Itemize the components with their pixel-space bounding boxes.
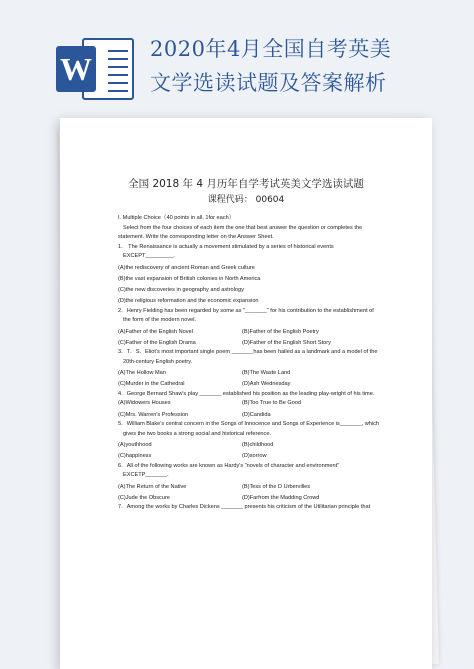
question-7-stem: 7．Among the works by Charles Dickens _______ presents his criticism of the Utilitarian principle that: [118, 504, 371, 511]
question-2-options-row: [118, 339, 380, 349]
question-3-options-row: [118, 369, 380, 379]
question-1-stem: 1． The Renaissance is actually a movement stimulated by a series of historical events: [118, 243, 334, 250]
question-6-option-b: (B)Tess of the D Urbervilles: [242, 483, 311, 490]
question-4-option-a: (A)Widowers Houses: [118, 400, 171, 407]
instructions-line: Select from the four choices of each item the one that best answer the question or completes the: [123, 224, 363, 231]
question-6-stem: EXCETP_______.: [123, 472, 169, 479]
question-5-option-a: (A)youthhood: [118, 442, 152, 448]
question-2-options-row: [118, 328, 380, 338]
question-2-option-a: (A)Father of the English Novel: [118, 328, 193, 335]
question-6-option-a: (A)The Return of the Native: [118, 483, 187, 490]
banner-title: [150, 32, 460, 100]
doc-title: 全国 2018 年 4 月历年自学考试英美文学选读试题: [128, 178, 364, 190]
section-heading: I. Multiple Choice（40 points in all, 1for each）: [118, 215, 235, 221]
question-2-option-b: (B)Father of the English Poetry: [242, 328, 319, 335]
question-2-stem: the form of the modern novel.: [123, 317, 197, 324]
question-5-options-row: [118, 452, 380, 462]
question-4-option-b: (B)Too True to Be Good: [242, 400, 302, 407]
question-2-stem: 2．Henry Fielding has been regarded by some as "_______" for his contribution to the establishment of: [118, 307, 374, 314]
question-2-option-d: (D)Father of the English Short Story: [242, 339, 331, 346]
question-4-option-c: (C)Mrs. Warren's Profession: [118, 411, 189, 418]
question-3-option-c: (C)Murder in the Cathedral: [118, 381, 185, 388]
banner-title-line-1: 2020年4月全国自考英美: [150, 37, 392, 61]
question-3-option-d: (D)Ash Wednesday: [242, 381, 291, 388]
question-4-options-row: [118, 411, 380, 421]
question-4-option-d: (D)Candida: [242, 411, 271, 418]
word-doc-icon: [56, 38, 134, 102]
question-5-option-c: (C)happiness: [118, 453, 152, 460]
banner: [0, 0, 474, 120]
question-3-stem: 20th-century English poetry.: [123, 358, 193, 365]
banner-title-line-2: 文学选读试题及答案解析: [150, 71, 387, 95]
word-letter-badge: W: [56, 46, 96, 92]
question-3-option-b: (B)The Waste Land: [242, 370, 291, 377]
question-4-stem: 4．George Bernard Shaw's play _______ established his position as the leading play-wright of his time.: [118, 390, 375, 397]
question-5-options-row: [118, 441, 380, 451]
question-6-options-row: [118, 483, 380, 493]
exam-paper: [60, 118, 432, 669]
question-1-option-d: (D)the religious reformation and the economic expansion: [118, 298, 259, 305]
question-3-option-a: (A)The Hollow Man: [118, 370, 166, 377]
question-6-option-d: (D)Farfrom the Madding Crowd: [242, 494, 320, 501]
question-5-option-d: (D)sorrow: [242, 453, 267, 460]
question-6-option-c: (C)Jude the Obscure: [118, 494, 170, 501]
question-1-option-b: (B)the vast expansion of British colonies in North America: [118, 275, 261, 282]
course-code: 课程代码： 00604: [207, 195, 285, 205]
question-1-option-c: (C)the new discoveries in geography and astrology: [118, 286, 244, 293]
question-1-option-a: (A)the rediscovery of ancient Roman and Greek culture: [118, 264, 255, 271]
question-1-stem: EXCEPT_________.: [123, 253, 175, 260]
question-5-option-b: (B)childhood: [242, 442, 274, 448]
question-3-options-row: [118, 380, 380, 390]
question-3-stem: 3．T．S．Eliot's most important single poem _______has been hailed as a landmark and a model of the: [118, 349, 378, 356]
question-6-stem: 6．All of the following works are known as Hardy's "novels of character and environment": [118, 462, 340, 469]
question-5-stem: gives the two books a strong social and historical reference.: [123, 430, 272, 437]
instructions-line: statement. Write the corresponding letter on the Answer Sheet.: [118, 234, 274, 241]
question-4-options-row: [118, 399, 380, 409]
question-5-stem: 5．William Blake's central concern in the Songs of Innocence and Songs of Experience is_______, which: [118, 421, 380, 428]
exam-content: [118, 214, 380, 513]
question-6-options-row: [118, 494, 380, 504]
question-2-option-c: (C)Father of the English Drama: [118, 339, 196, 346]
